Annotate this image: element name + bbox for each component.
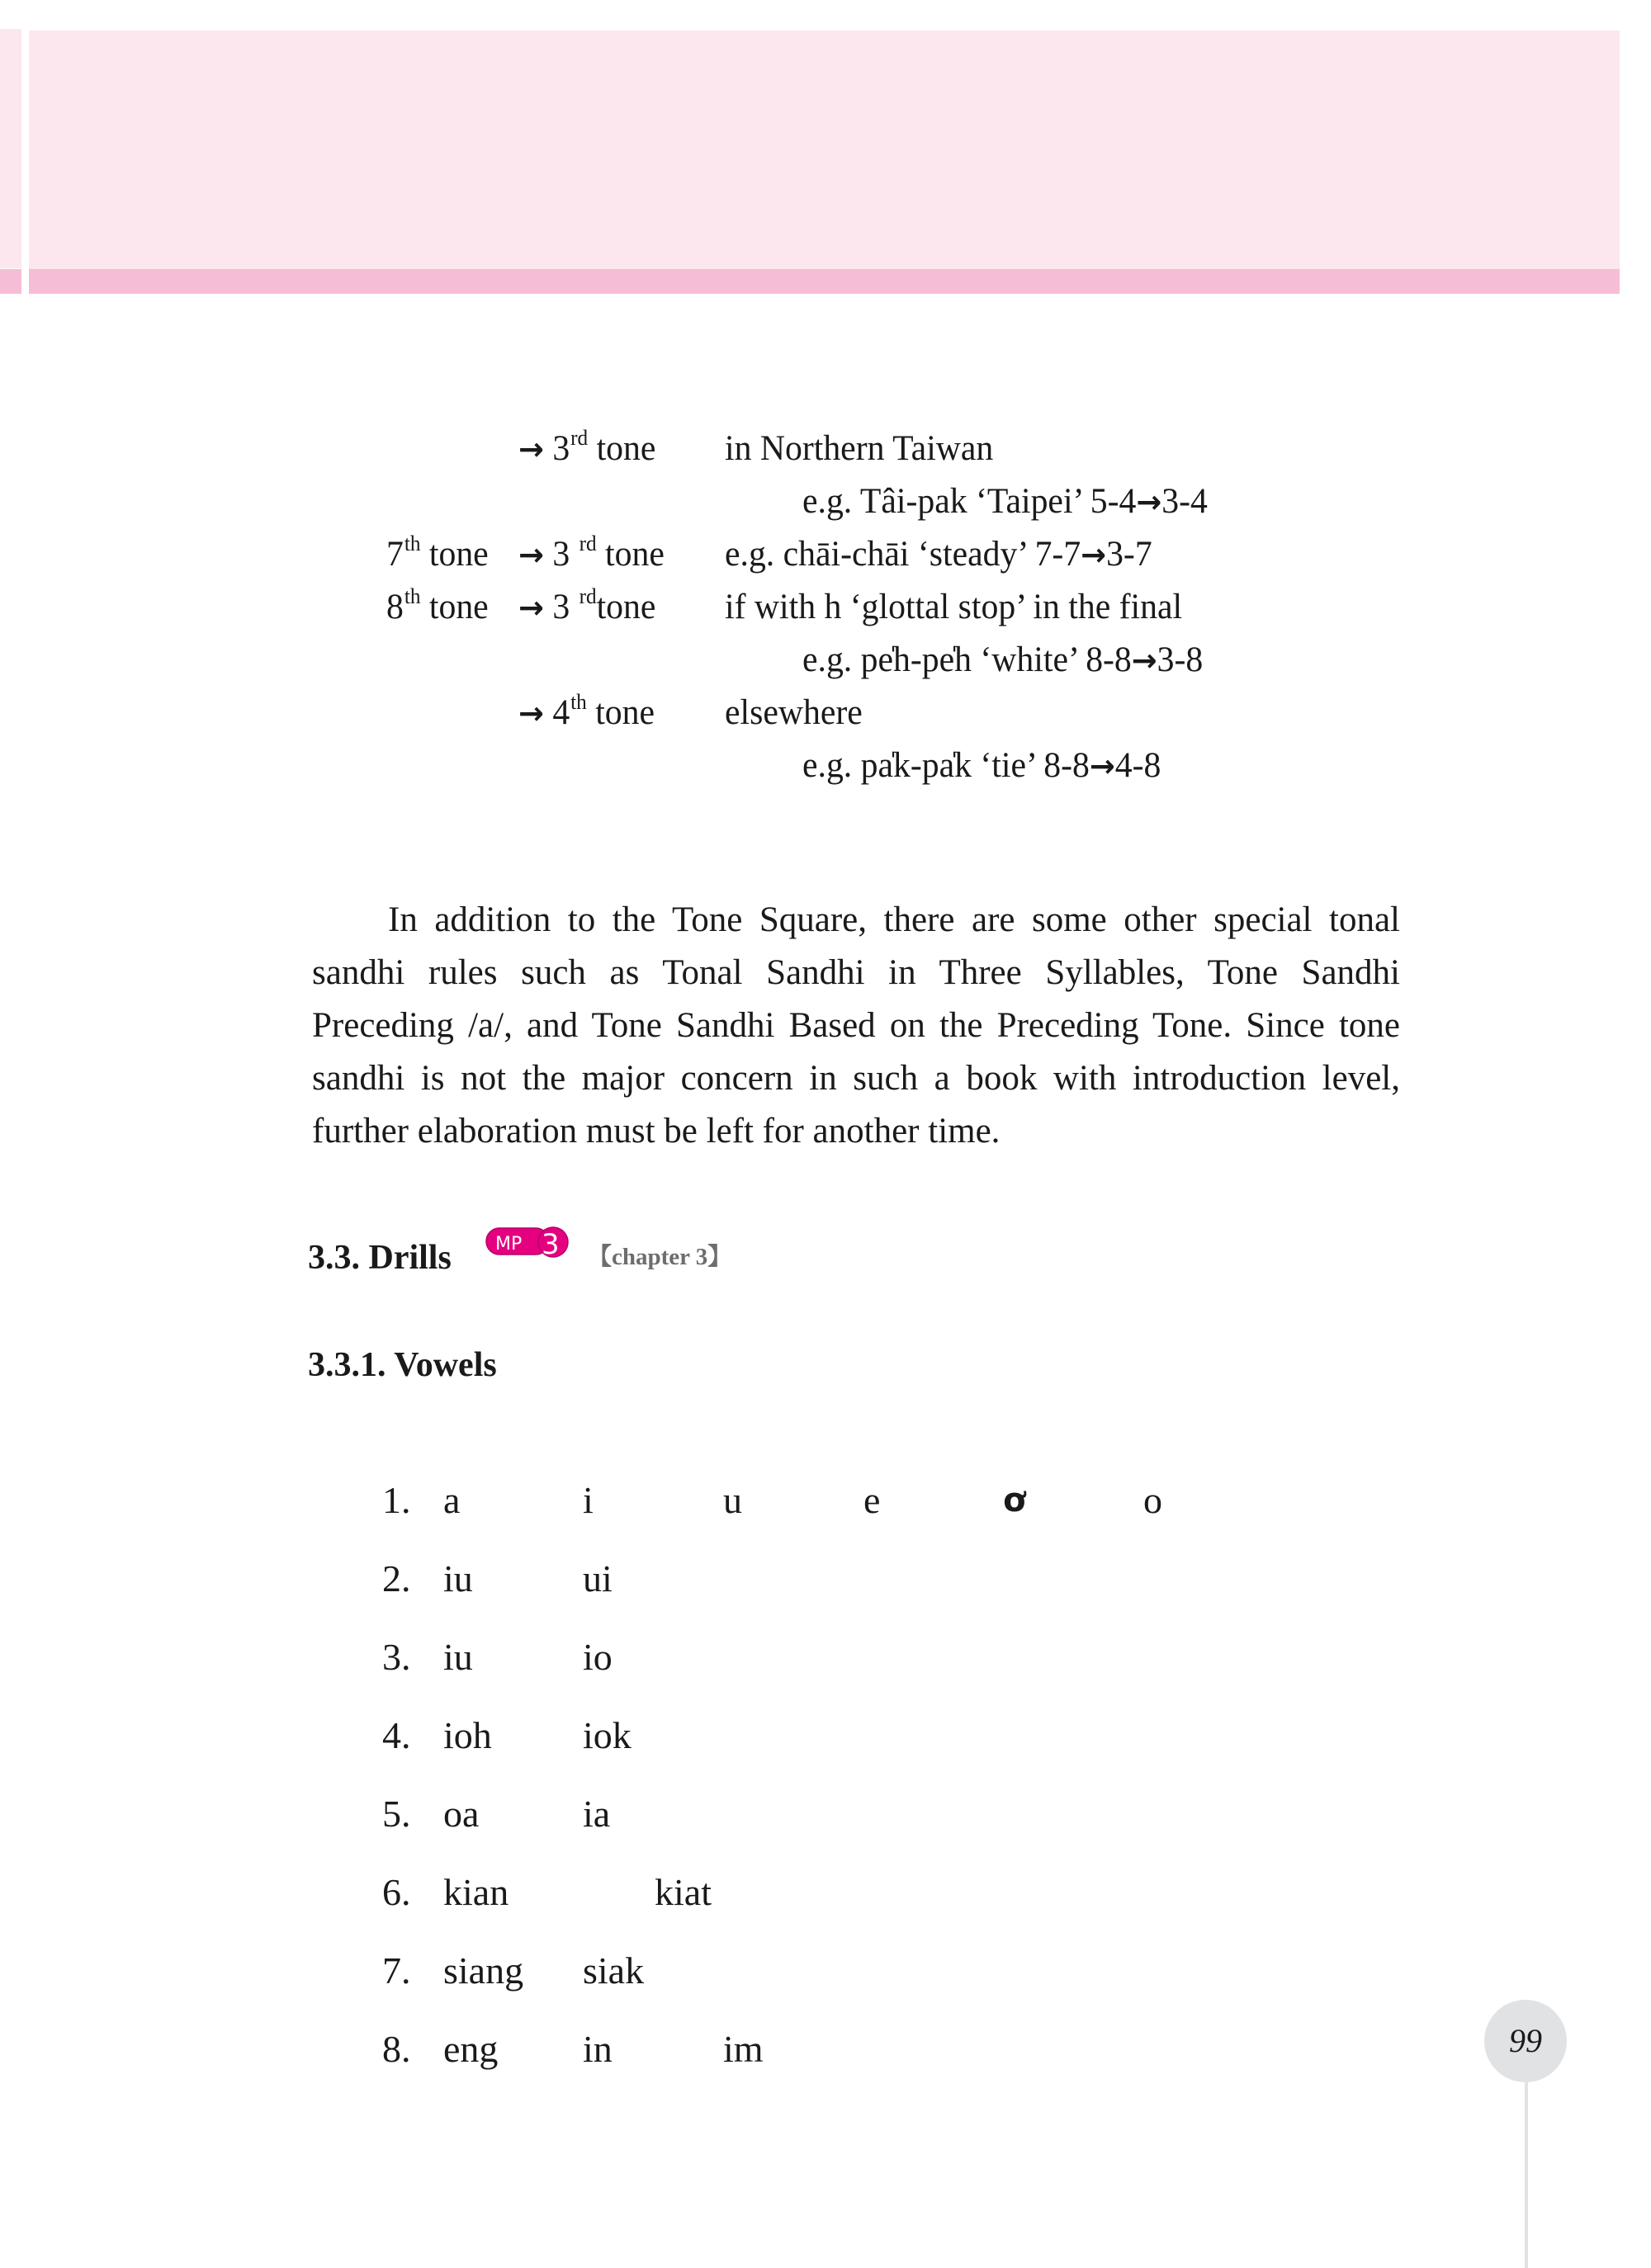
mp3-label: MP	[495, 1234, 523, 1254]
drill-item: eng	[443, 2028, 499, 2070]
tone-rule-target: → 3 $^{rd}$ tone	[518, 532, 665, 574]
drill-number: 5.	[382, 1793, 411, 1835]
page-number-line	[1525, 2081, 1528, 2268]
drill-item: a	[443, 1479, 461, 1521]
drill-item: ioh	[443, 1714, 492, 1756]
tone-rule-target: → 4th tone	[518, 690, 655, 732]
mp3-audio-icon[interactable]	[485, 1226, 573, 1259]
tone-rule-example: e.g. pe̍h-pe̍h ‘white’ 8-8→3-8	[802, 640, 1204, 679]
drill-item: iu	[443, 1557, 473, 1599]
drill-item: iok	[583, 1714, 632, 1756]
drill-item: siang	[443, 1949, 524, 1992]
page-number: 99	[1509, 2022, 1542, 2059]
drill-number: 8.	[382, 2028, 411, 2070]
drill-item: im	[723, 2028, 764, 2070]
drill-item: e	[863, 1479, 881, 1521]
drill-item: iu	[443, 1636, 473, 1678]
mp3-number: 3	[542, 1228, 560, 1259]
header-band-left-accent	[0, 269, 21, 294]
drill-item: kiat	[655, 1871, 712, 1913]
drill-number: 7.	[382, 1949, 411, 1992]
tone-rule-target: → 3rd tone	[518, 426, 656, 468]
tone-rule-example: e.g. pa̍k-pa̍k ‘tie’ 8-8→4-8	[802, 746, 1161, 785]
subsection-title: 3.3.1. Vowels	[308, 1346, 497, 1384]
tone-rule-target: → 3 $^{rd}$tone	[518, 584, 656, 626]
arrow-right-icon: →	[1136, 484, 1162, 520]
tone-rule-desc: e.g. chāi-chāi ‘steady’ 7-7→3-7	[725, 535, 1152, 574]
arrow-right-icon: →	[518, 589, 544, 626]
arrow-right-icon: →	[518, 536, 544, 573]
arrow-right-icon: →	[1131, 642, 1157, 678]
drill-item: in	[583, 2028, 613, 2070]
page-number-badge	[1484, 2000, 1567, 2082]
drill-item: o	[1143, 1479, 1162, 1521]
drill-number: 6.	[382, 1871, 411, 1913]
drill-item: kian	[443, 1871, 509, 1913]
arrow-right-icon: →	[518, 695, 544, 731]
arrow-right-icon: →	[1089, 748, 1115, 784]
drill-item: siak	[583, 1949, 645, 1992]
tone-rule-desc: if with h ‘glottal stop’ in the final	[725, 588, 1183, 626]
tone-rule-source: 7th tone	[386, 532, 489, 574]
drill-item: ui	[583, 1557, 613, 1599]
drill-number: 1.	[382, 1479, 411, 1521]
header-band-left-strip	[0, 29, 21, 268]
drill-number: 4.	[382, 1714, 411, 1756]
section-title: 3.3. Drills	[308, 1239, 452, 1277]
chapter-reference: 【chapter 3】	[588, 1244, 732, 1270]
drill-item: ia	[583, 1793, 611, 1835]
tone-rule-example: e.g. Tâi-pak ‘Taipei’ 5-4→3-4	[802, 482, 1208, 521]
drill-item: i	[583, 1479, 594, 1521]
drill-item: ơ	[1003, 1481, 1026, 1519]
tone-rule-source: 8th tone	[386, 584, 489, 626]
arrow-right-icon: →	[1081, 536, 1107, 573]
arrow-right-icon: →	[518, 431, 544, 467]
header-band-accent	[29, 269, 1620, 294]
tone-rule-desc: elsewhere	[725, 693, 863, 732]
body-paragraph: In addition to the Tone Square, there are some other special tonal sandhi rules such as Tonal Sandhi in Three Syllables, Tone Sandhi Preceding /a/, and Tone Sandhi Based on the Preceding Tone. Since tone sandhi is not the major concern in such a book with introduction level, further elaboration must be left for another time.	[312, 900, 1400, 1151]
drill-item: u	[723, 1479, 742, 1521]
tone-rule-desc: in Northern Taiwan	[725, 429, 994, 468]
drill-item: io	[583, 1636, 613, 1678]
header-band	[29, 31, 1620, 269]
drill-number: 3.	[382, 1636, 411, 1678]
drill-number: 2.	[382, 1557, 411, 1599]
drill-item: oa	[443, 1793, 480, 1835]
